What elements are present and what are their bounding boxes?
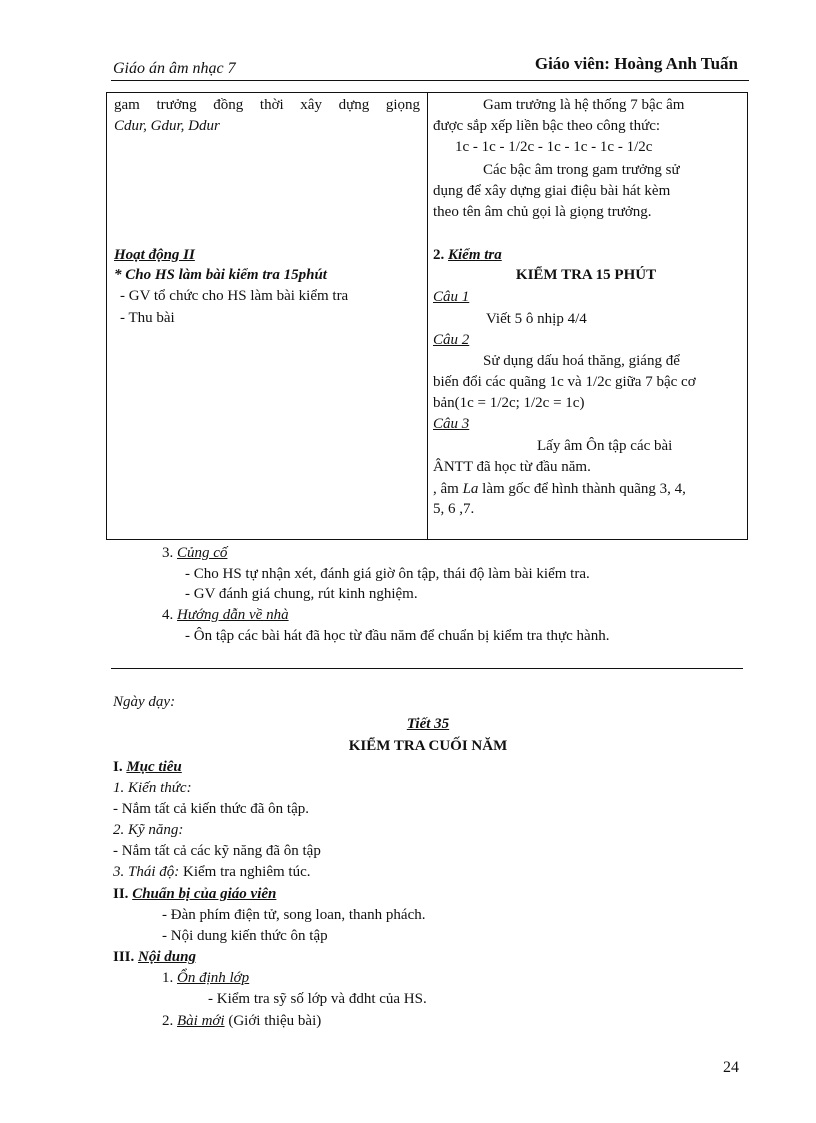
right-text-line: Gam trưởng là hệ thống 7 bậc âm: [483, 97, 685, 113]
question-text-part: , âm: [433, 481, 463, 497]
question-text: biến đổi các quãng 1c và 1/2c giữa 7 bậc cơ: [433, 374, 696, 390]
subsection-label: 1. Kiến thức:: [113, 780, 192, 796]
right-text-line: theo tên âm chủ gọi là giọng trưởng.: [433, 204, 652, 220]
section-title: Bài mới: [177, 1013, 225, 1029]
page-number: 24: [723, 1059, 739, 1076]
question-text: [433, 480, 686, 500]
section-title: Kiểm tra: [448, 247, 502, 263]
section-number: III.: [113, 949, 135, 965]
section-heading: [113, 885, 276, 905]
question-label: Câu 1: [433, 289, 470, 305]
section-heading: [113, 948, 196, 968]
subsection-label: 2. Kỹ năng:: [113, 822, 184, 838]
section-title: Hướng dẫn về nhà: [177, 607, 289, 623]
lesson-title: KIỂM TRA CUỐI NĂM: [348, 738, 508, 754]
list-item: - Đàn phím điện tử, song loan, thanh phách.: [162, 907, 426, 923]
section-title: Ổn định lớp: [177, 970, 250, 986]
list-item: - Ôn tập các bài hát đã học từ đầu năm để chuẩn bị kiểm tra thực hành.: [185, 628, 610, 644]
section-heading: [433, 246, 502, 266]
activity-title: Hoạt động II: [114, 247, 195, 263]
section-heading: [162, 606, 289, 626]
question-text: bản(1c = 1/2c; 1/2c = 1c): [433, 395, 585, 411]
section-number: 2.: [433, 247, 445, 263]
left-text-line: gam trưởng đồng thời xây dựng giọng: [114, 97, 420, 113]
right-text-line: dụng để xây dựng giai điệu bài hát kèm: [433, 183, 671, 199]
date-label: Ngày dạy:: [113, 694, 176, 710]
header-subject: Giáo án âm nhạc 7: [113, 60, 236, 77]
list-item: - Nắm tất cả các kỹ năng đã ôn tập: [113, 843, 321, 859]
activity-item: - GV tổ chức cho HS làm bài kiểm tra: [120, 288, 349, 304]
section-number: 4.: [162, 607, 174, 623]
question-text: Sử dụng dấu hoá thăng, giáng để: [483, 353, 680, 369]
question-text: Viết 5 ô nhịp 4/4: [486, 311, 587, 327]
section-title-rest: (Giới thiệu bài): [224, 1013, 322, 1029]
attitude-line: [113, 863, 310, 883]
section-title: Mục tiêu: [126, 759, 182, 775]
question-text: 5, 6 ,7.: [433, 501, 475, 517]
question-text: Lấy âm Ôn tập các bài: [537, 438, 673, 454]
period-title: Tiết 35: [406, 716, 450, 732]
header-divider: [111, 80, 749, 81]
section-title: Củng cố: [177, 545, 228, 561]
right-text-line: Các bậc âm trong gam trưởng sử: [483, 162, 680, 178]
section-heading: [162, 544, 227, 564]
left-keys: Cdur, Gdur, Ddur: [114, 118, 220, 134]
section-heading: [162, 969, 249, 989]
header-teacher: Giáo viên: Hoàng Anh Tuấn: [534, 54, 738, 73]
question-label: Câu 2: [433, 332, 470, 348]
right-text-line: được sắp xếp liền bậc theo công thức:: [433, 118, 661, 134]
note-la: La: [462, 481, 479, 497]
table-column-divider: [427, 92, 428, 540]
section-number: 2.: [162, 1013, 174, 1029]
subsection-label: 3. Thái độ:: [113, 864, 180, 880]
attitude-text: Kiểm tra nghiêm túc.: [179, 864, 311, 880]
test-title: KIỂM TRA 15 PHÚT: [515, 267, 657, 283]
section-number: I.: [113, 759, 123, 775]
section-number: 3.: [162, 545, 174, 561]
question-text: ÂNTT đã học từ đầu năm.: [433, 459, 591, 475]
list-item: - Cho HS tự nhận xét, đánh giá giờ ôn tập, thái độ làm bài kiểm tra.: [185, 566, 590, 582]
list-item: - GV đánh giá chung, rút kinh nghiệm.: [185, 586, 418, 602]
activity-item: - Thu bài: [120, 310, 175, 326]
question-text-part: làm gốc để hình thành quãng 3, 4,: [478, 481, 686, 497]
scale-formula: 1c - 1c - 1/2c - 1c - 1c - 1c - 1/2c: [455, 139, 653, 155]
section-number: 1.: [162, 970, 174, 986]
section-heading: [162, 1012, 321, 1032]
section-title: Nội dung: [138, 949, 196, 965]
question-label: Câu 3: [433, 416, 470, 432]
list-item: - Kiểm tra sỹ số lớp và đdht của HS.: [208, 991, 427, 1007]
activity-task: * Cho HS làm bài kiểm tra 15phút: [114, 267, 327, 283]
list-item: - Nắm tất cả kiến thức đã ôn tập.: [113, 801, 309, 817]
section-heading: [113, 758, 182, 778]
section-title: Chuẩn bị của giáo viên: [132, 886, 277, 902]
list-item: - Nội dung kiến thức ôn tập: [162, 928, 328, 944]
section-divider: [111, 668, 743, 669]
section-number: II.: [113, 886, 129, 902]
